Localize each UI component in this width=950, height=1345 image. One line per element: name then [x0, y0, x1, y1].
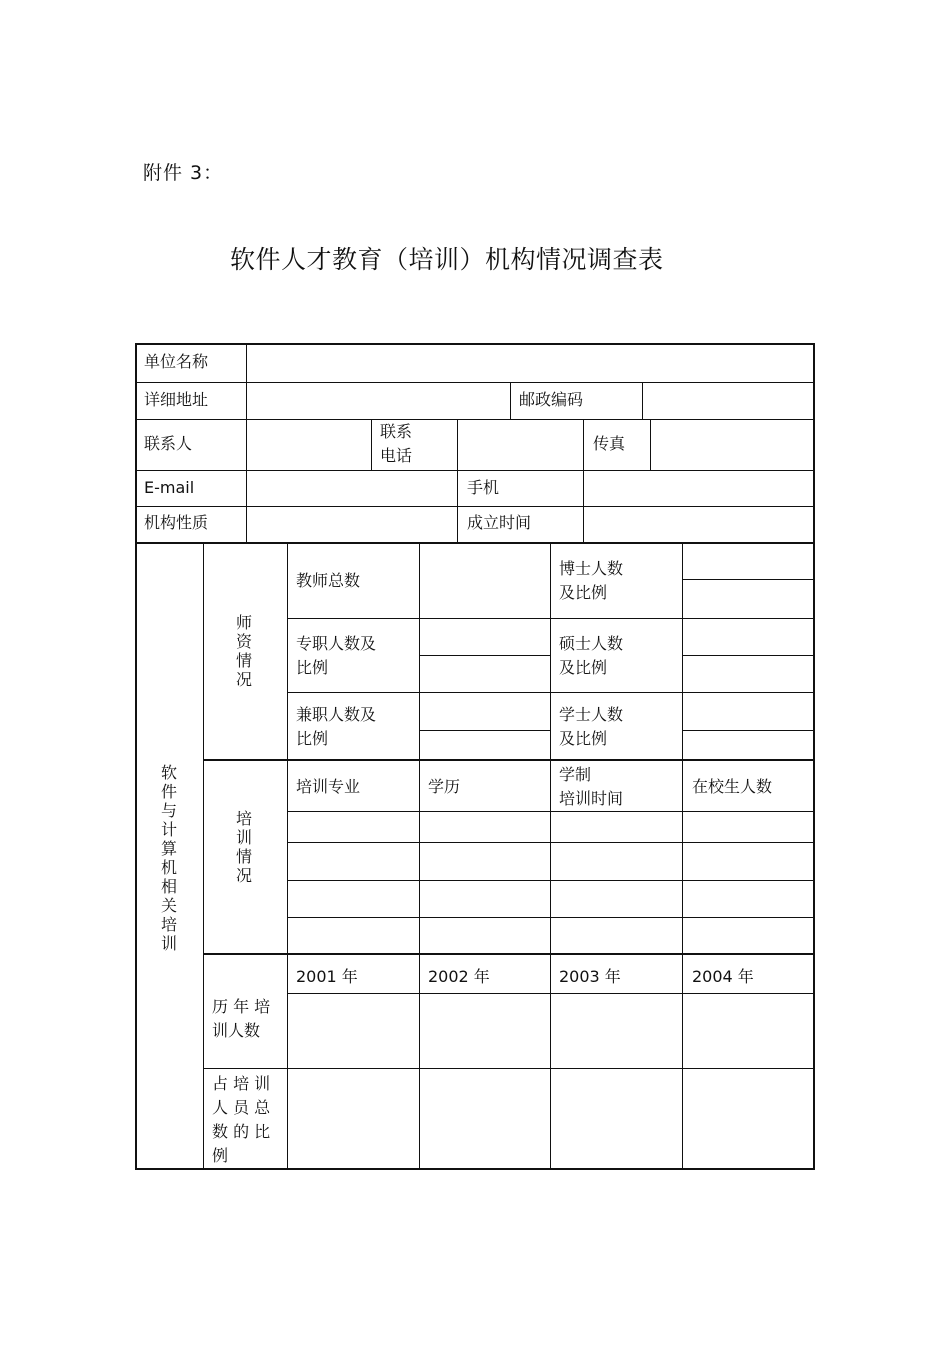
section-label-faculty: 师资情况 — [235, 613, 252, 689]
degree-header: 学历 — [428, 777, 461, 796]
contact-person-label: 联系人 — [144, 434, 193, 453]
column-divider — [642, 382, 643, 419]
row-divider — [137, 419, 813, 420]
teachers-total-label: 教师总数 — [296, 571, 361, 590]
email-label: E-mail — [144, 478, 195, 497]
column-divider — [457, 419, 458, 542]
column-divider — [419, 542, 420, 1170]
fulltime-ratio-label: 专职人数及 比例 — [296, 634, 377, 677]
phd-ratio-label: 博士人数 及比例 — [559, 559, 624, 602]
row-divider — [682, 730, 813, 731]
address-label: 详细地址 — [144, 390, 209, 409]
attachment-label: 附件 3： — [143, 162, 224, 184]
row-divider — [137, 470, 813, 471]
org-type-label: 机构性质 — [144, 513, 209, 532]
column-divider — [510, 382, 511, 419]
parttime-ratio-label: 兼职人数及 比例 — [296, 705, 377, 748]
enrolled-header: 在校生人数 — [692, 777, 773, 796]
year-2003-header: 2003 年 — [559, 967, 621, 986]
row-divider — [682, 579, 813, 580]
trainee-ratio-label: 占 培 训 人 员 总 数 的 比 例 — [212, 1074, 271, 1165]
year-2001-header: 2001 年 — [296, 967, 358, 986]
mobile-label: 手机 — [467, 478, 500, 497]
column-divider — [203, 542, 204, 1170]
postcode-label: 邮政编码 — [519, 390, 584, 409]
column-divider — [682, 542, 683, 1170]
duration-header: 学制 培训时间 — [559, 765, 624, 808]
row-divider — [137, 506, 813, 507]
bachelor-ratio-label: 学士人数 及比例 — [559, 705, 624, 748]
row-divider — [203, 759, 813, 761]
column-divider — [246, 345, 247, 542]
year-2004-header: 2004 年 — [692, 967, 754, 986]
column-divider — [287, 542, 288, 1170]
column-divider — [371, 419, 372, 470]
master-ratio-label: 硕士人数 及比例 — [559, 634, 624, 677]
year-2002-header: 2002 年 — [428, 967, 490, 986]
column-divider — [583, 419, 584, 542]
section-label-main: 软件与计算机相关培训 — [160, 763, 177, 953]
column-divider — [550, 542, 551, 1170]
row-divider — [419, 730, 550, 731]
fax-label: 传真 — [593, 434, 626, 453]
page-title: 软件人才教育（培训）机构情况调查表 — [230, 245, 664, 274]
row-divider — [203, 953, 813, 955]
contact-phone-label: 联系 电话 — [380, 422, 413, 465]
row-divider — [203, 1068, 813, 1069]
row-divider — [419, 655, 550, 656]
row-divider — [137, 542, 813, 544]
yearly-trainees-label: 历 年 培 训人数 — [212, 997, 271, 1040]
section-label-training: 培训情况 — [235, 809, 252, 885]
column-divider — [650, 419, 651, 470]
unit-name-label: 单位名称 — [144, 352, 209, 371]
row-divider — [682, 655, 813, 656]
survey-table — [135, 343, 815, 1170]
row-divider — [137, 382, 813, 383]
founded-label: 成立时间 — [467, 513, 532, 532]
training-major-header: 培训专业 — [296, 777, 361, 796]
